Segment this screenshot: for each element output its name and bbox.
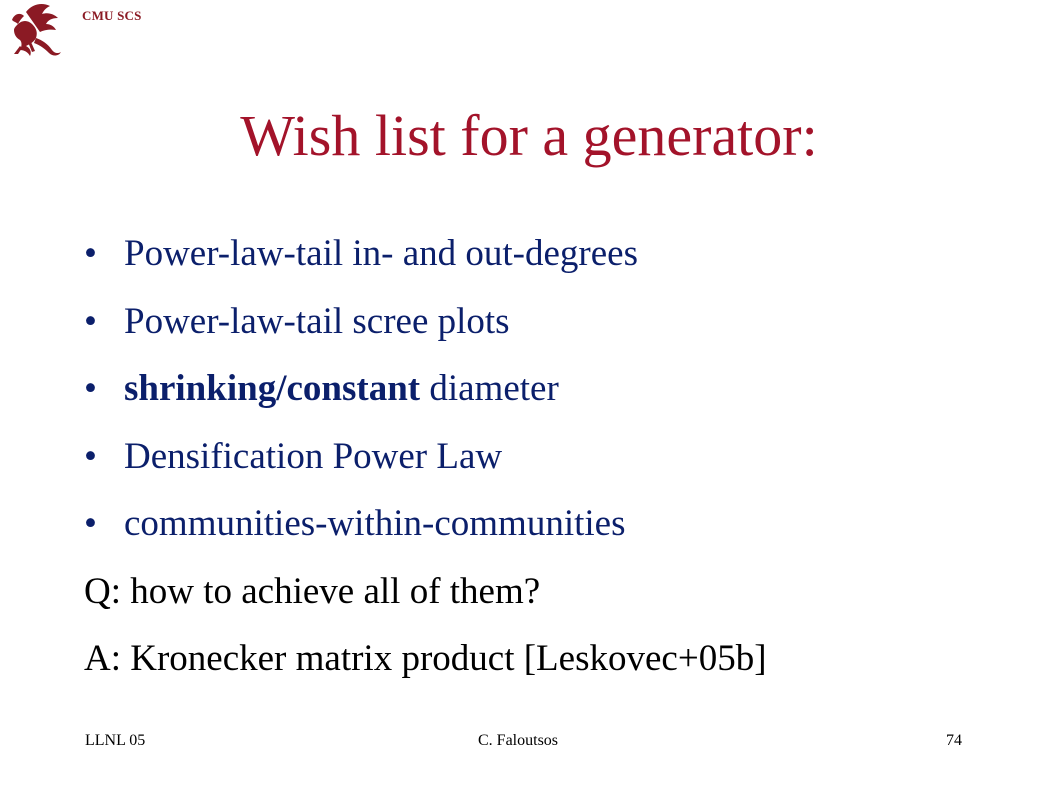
bullet-item xyxy=(84,490,767,558)
bullet-bold-text: shrinking/constant xyxy=(124,368,421,409)
bullet-text: Densification Power Law xyxy=(124,435,503,477)
bullet-item xyxy=(84,288,767,356)
bullet-item xyxy=(84,355,767,423)
bullet-item xyxy=(84,220,767,288)
bullet-text: Power-law-tail in- and out-degrees xyxy=(124,233,638,274)
bullet-item xyxy=(84,423,767,491)
bullet-text: Power-law-tail scree plots xyxy=(124,300,510,342)
bullet-icon: • xyxy=(84,233,97,274)
bullet-list xyxy=(84,220,767,693)
header-tag: CMU SCS xyxy=(82,8,142,23)
bullet-icon: • xyxy=(84,435,97,477)
bullet-text: diameter xyxy=(420,368,559,409)
page-number: 74 xyxy=(946,732,962,749)
bullet-icon: • xyxy=(84,503,97,544)
slide-title: Wish list for a generator: xyxy=(240,103,818,168)
footer-author: C. Faloutsos xyxy=(478,732,559,749)
question-line: Q: how to achieve all of them? xyxy=(84,570,541,612)
footer-venue: LLNL 05 xyxy=(85,732,146,749)
bullet-text: communities-within-communities xyxy=(124,503,626,544)
dragon-logo-icon xyxy=(6,2,64,58)
bullet-icon: • xyxy=(84,300,97,342)
answer-line: A: Kronecker matrix product [Leskovec+05b] xyxy=(84,638,767,679)
bullet-icon: • xyxy=(84,368,97,409)
